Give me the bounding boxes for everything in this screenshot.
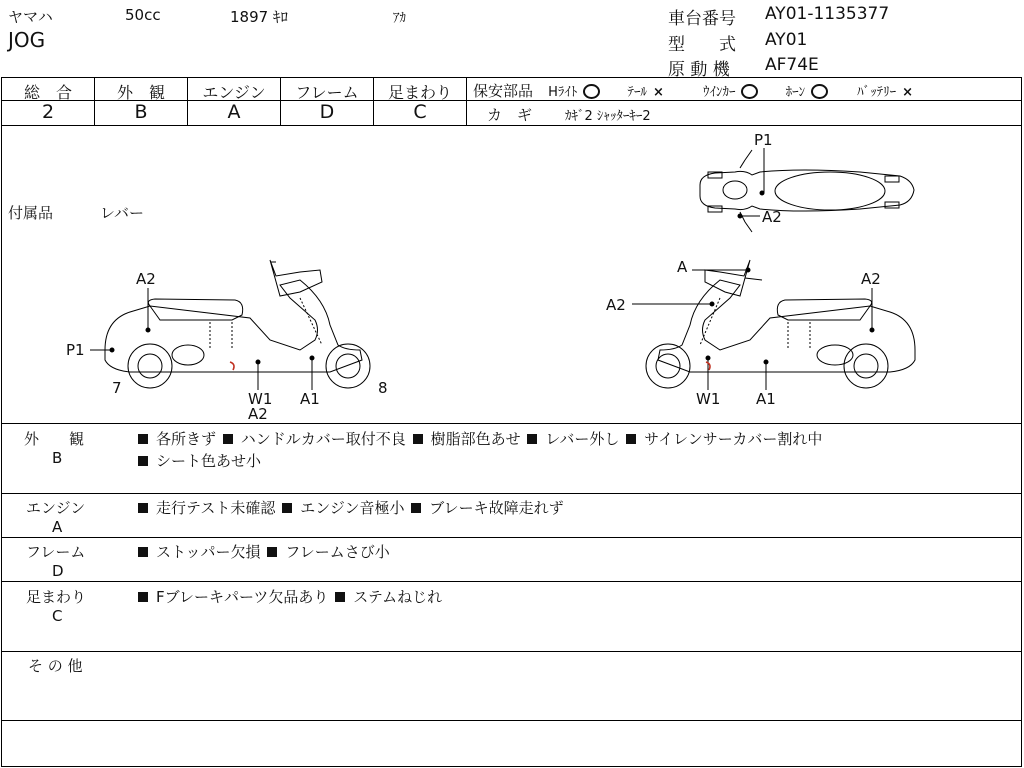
label-left-a2: A2 xyxy=(136,270,156,288)
safety-item-horn: ﾎｰﾝ xyxy=(786,85,831,100)
square-bullet-icon xyxy=(413,434,423,444)
x-mark-icon: × xyxy=(652,85,664,100)
label-top-a2: A2 xyxy=(762,208,782,226)
square-bullet-icon xyxy=(138,503,148,513)
label-right-a2: A2 xyxy=(606,296,626,314)
divider-notes-5 xyxy=(1,720,1022,721)
square-bullet-icon xyxy=(138,592,148,602)
grade-label-engine: エンジン xyxy=(202,83,266,102)
chassis-number: AY01-1135377 xyxy=(765,4,890,24)
label-right-a1: A1 xyxy=(756,390,776,408)
note-lines-engine: 走行テスト未確認 エンジン音極小 ブレーキ故障走れず xyxy=(136,497,564,518)
x-mark-icon: × xyxy=(902,85,914,100)
type-label: 型 式 xyxy=(668,35,736,55)
divider-notes-1 xyxy=(1,493,1022,494)
safety-label: 保安部品 xyxy=(473,82,534,100)
note-grade-exterior: B xyxy=(52,449,63,467)
label-left-8: 8 xyxy=(378,379,388,397)
safety-parts xyxy=(473,80,913,101)
grade-value-frame: D xyxy=(319,101,335,123)
square-bullet-icon xyxy=(527,434,537,444)
grade-label-frame: フレーム xyxy=(295,83,359,102)
key-label: カ ギ xyxy=(487,106,533,124)
divider-notes-4 xyxy=(1,651,1022,652)
engine-value: AF74E xyxy=(765,55,819,75)
square-bullet-icon xyxy=(282,503,292,513)
divider-notes-3 xyxy=(1,581,1022,582)
square-bullet-icon xyxy=(267,547,277,557)
note-grade-engine: A xyxy=(52,518,63,536)
type-value: AY01 xyxy=(765,30,808,50)
accessories-value: レバー xyxy=(100,204,144,222)
label-left-w1-a2: A2 xyxy=(248,405,268,423)
note-grade-frame: D xyxy=(52,562,64,580)
square-bullet-icon xyxy=(626,434,636,444)
label-right-a: A xyxy=(677,258,688,276)
note-lines-exterior: 各所きず ハンドルカバー取付不良 樹脂部色あせ レバー外し サイレンサーカバー割れ中 xyxy=(136,428,822,449)
scooter-left-view xyxy=(90,260,370,390)
circle-mark-icon xyxy=(741,84,758,99)
label-top-p1: P1 xyxy=(754,131,773,149)
grade-label-overall: 総 合 xyxy=(23,83,72,102)
grade-label-suspension: 足まわり xyxy=(387,83,452,102)
model-name: JOG xyxy=(8,28,46,52)
note-title-exterior: 外 観 xyxy=(24,430,85,448)
grade-value-engine: A xyxy=(227,101,241,123)
square-bullet-icon xyxy=(138,456,148,466)
note-lines-frame: ストッパー欠損 フレームさび小 xyxy=(136,541,390,562)
maker: ヤマハ xyxy=(8,8,53,26)
square-bullet-icon xyxy=(223,434,233,444)
note-lines-suspension: Fブレーキパーツ欠品あり ステムねじれ xyxy=(136,586,442,607)
label-right-a2-rear: A2 xyxy=(861,270,881,288)
mileage: 1897 ｷﾛ xyxy=(230,8,288,26)
note-grade-suspension: C xyxy=(52,607,63,625)
safety-item-battery: ﾊﾞｯﾃﾘｰ × xyxy=(857,85,914,100)
grade-label-exterior: 外 観 xyxy=(116,83,165,102)
displacement: 50cc xyxy=(125,6,161,24)
label-right-w1: W1 xyxy=(696,390,721,408)
key-value: ｶｷﾞ2 ｼｬｯﾀｰｷｰ2 xyxy=(565,109,651,124)
circle-mark-icon xyxy=(583,84,600,99)
label-left-w1: W1 xyxy=(248,390,273,408)
grade-value-exterior: B xyxy=(134,101,148,123)
label-left-a1: A1 xyxy=(300,390,320,408)
grade-value-suspension: C xyxy=(413,101,427,123)
safety-item-headlight: Hﾗｲﾄ xyxy=(548,85,602,100)
safety-item-winker: ｳｲﾝｶｰ xyxy=(703,85,761,100)
square-bullet-icon xyxy=(335,592,345,602)
note-line-exterior-6: シート色あせ小 xyxy=(156,452,262,470)
color: ｱｶ xyxy=(393,11,406,26)
accessories-label: 付属品 xyxy=(8,204,54,222)
square-bullet-icon xyxy=(411,503,421,513)
chassis-label: 車台番号 xyxy=(668,9,736,29)
note-title-suspension: 足まわり xyxy=(26,588,87,606)
safety-item-tail: ﾃｰﾙ × xyxy=(627,85,664,100)
grade-value-overall: 2 xyxy=(41,101,55,123)
label-left-p1: P1 xyxy=(66,341,85,359)
square-bullet-icon xyxy=(138,547,148,557)
engine-label: 原 動 機 xyxy=(668,60,730,80)
circle-mark-icon xyxy=(811,84,828,99)
divider-notes-2 xyxy=(1,537,1022,538)
label-left-7: 7 xyxy=(112,379,122,397)
note-title-frame: フレーム xyxy=(26,543,86,561)
square-bullet-icon xyxy=(138,434,148,444)
scooter-top-view xyxy=(700,148,914,232)
note-title-engine: エンジン xyxy=(26,499,86,517)
divider-diagram xyxy=(1,423,1022,424)
note-title-other: そ の 他 xyxy=(28,657,83,675)
